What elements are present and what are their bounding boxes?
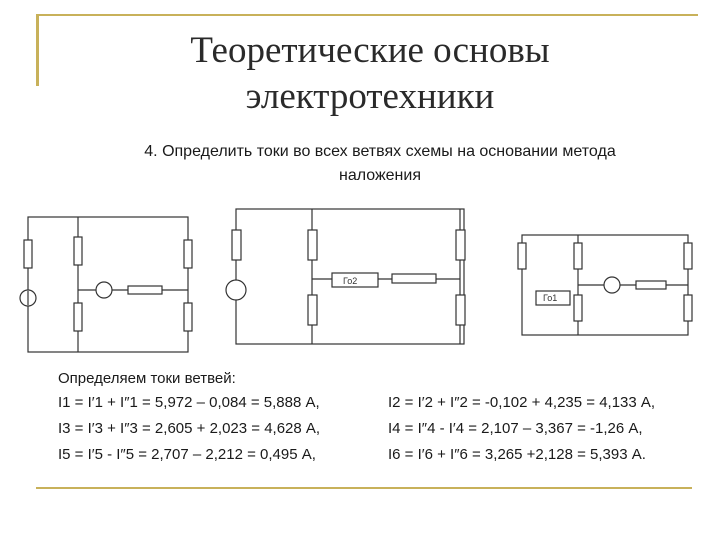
resistor-r3b-mid [308,230,317,260]
resistor-r5-mid [308,295,317,325]
frame-accent-horizontal [36,14,698,16]
equation-i4: I4 = I″4 - I′4 = 2,107 – 3,367 = -1,26 А, [388,420,643,437]
source-e1-mid [226,280,246,300]
circuit-diagrams [0,195,720,365]
task-statement [70,140,690,188]
resistor-r2-right [636,281,666,289]
resistor-r3 [74,237,82,265]
frame-accent-vertical [36,14,39,86]
resistor-r1-right [518,243,526,269]
task-line-1: 4. Определить токи во всех ветвях схемы на основании метода [144,143,616,160]
resistor-r4 [184,240,192,268]
equation-i3: I3 = I′3 + I″3 = 2,605 + 2,023 = 4,628 А, [58,420,321,437]
source-e2 [96,282,112,298]
resistor-r5 [74,303,82,331]
resistor-r4-mid [456,230,465,260]
resistor-r2-mid [392,274,436,283]
label-go1: Го1 [543,293,558,303]
circuit-left [20,217,192,352]
label-go2: Го2 [343,276,358,286]
equation-i1: I1 = I′1 + I″1 = 5,972 – 0,084 = 5,888 А, [58,394,320,411]
solution-heading: Определяем токи ветвей: [58,370,236,387]
resistor-r6 [184,303,192,331]
title-line-2: электротехники [245,76,495,117]
resistor-r6-mid [456,295,465,325]
resistor-r3-mid [232,230,241,260]
equation-i6: I6 = I′6 + I″6 = 3,265 +2,128 = 5,393 А. [388,446,646,463]
resistor-r1 [24,240,32,268]
source-e2-right [604,277,620,293]
bottom-rule [36,487,692,489]
resistor-r6-right [684,295,692,321]
title-line-1: Теоретические основы [190,30,550,71]
equation-i2: I2 = I′2 + I″2 = -0,102 + 4,235 = 4,133 А, [388,394,656,411]
task-line-2: наложения [338,167,421,184]
resistor-r2 [128,286,162,294]
slide-title [60,28,680,120]
resistor-r4-right [684,243,692,269]
equation-i5: I5 = I′5 - I″5 = 2,707 – 2,212 = 0,495 А, [58,446,316,463]
circuit-right [518,235,692,335]
resistor-r3-right [574,243,582,269]
resistor-r5-right [574,295,582,321]
